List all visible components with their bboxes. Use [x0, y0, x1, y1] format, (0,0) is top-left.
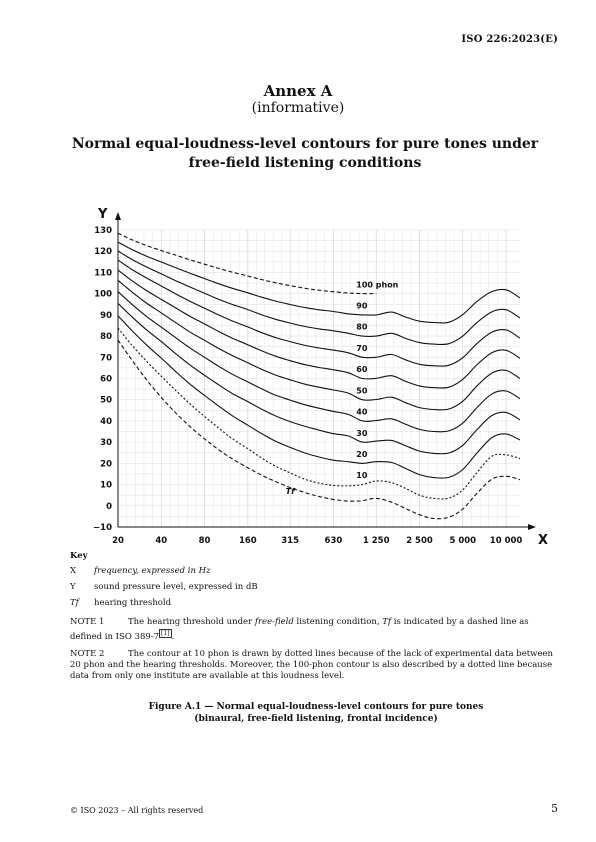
x-tick-label: 315 — [281, 536, 300, 546]
y-tick-label: 40 — [100, 416, 112, 427]
x-tick-label: 160 — [238, 536, 257, 546]
note-text: The contour at 10 phon is drawn by dotted lines because of the lack of experimental data between 20 phon and the hearing thresholds. Moreover, the 100-phon contour is also described by a dotted line because data from only one institute are available at this loudness level. — [70, 649, 553, 681]
note-text: The hearing threshold under — [128, 617, 255, 627]
x-tick-label: 20 — [112, 536, 124, 546]
y-axis-label: Y — [98, 207, 108, 222]
series-line-80 — [118, 251, 520, 345]
series-line-40 — [118, 292, 520, 432]
key-description: frequency, expressed in Hz — [94, 566, 211, 576]
series-line-100-phon — [118, 233, 376, 293]
note-text: is indicated by a dashed line as defined in ISO 389-7 — [70, 617, 529, 642]
figure-caption-line1: Figure A.1 — Normal equal-loudness-level contours for pure tones — [148, 702, 484, 712]
y-tick-label: 20 — [100, 459, 112, 470]
x-tick-label: 10 000 — [489, 536, 523, 546]
note-1 — [70, 617, 562, 643]
series-label-100-phon: 100 phon — [356, 280, 399, 290]
document-id: ISO 226:2023(E) — [461, 34, 558, 45]
chart-grid — [118, 230, 520, 527]
y-axis-arrow — [115, 212, 121, 220]
series-label-60: 60 — [356, 365, 368, 375]
series-line-90 — [118, 242, 520, 323]
y-tick-label: 30 — [100, 438, 112, 449]
series-line-10 — [118, 328, 520, 499]
x-tick-label: 1 250 — [362, 536, 390, 546]
series-label-80: 80 — [356, 322, 368, 332]
series-line-70 — [118, 260, 520, 366]
footer-copyright: © ISO 2023 – All rights reserved — [70, 806, 204, 815]
annex-title: Annex A — [263, 82, 333, 100]
key-symbol: Tf — [70, 598, 79, 608]
chart-series — [118, 233, 520, 518]
series-label-50: 50 — [356, 386, 368, 396]
y-tick-label: −10 — [93, 523, 112, 533]
page-title: Normal equal-loudness-level contours for pure tones under free-field listening conditions — [71, 136, 539, 171]
y-tick-label: 50 — [100, 395, 112, 406]
x-tick-label: 80 — [198, 536, 211, 546]
citation-link[interactable]: [1] — [161, 630, 170, 637]
x-axis-arrow — [528, 524, 536, 530]
x-tick-label: 5 000 — [449, 536, 477, 546]
figure-caption — [70, 701, 562, 725]
x-tick-label: 2 500 — [406, 536, 433, 546]
x-axis-label: X — [538, 533, 549, 548]
annex-subtitle: (informative) — [251, 100, 345, 116]
y-tick-label: 10 — [100, 480, 112, 491]
series-label-40: 40 — [356, 407, 368, 417]
series-line-50 — [118, 280, 520, 410]
y-tick-label: 120 — [94, 247, 112, 258]
key-item-tf — [70, 598, 171, 608]
key-symbol: X — [70, 566, 77, 576]
series-label-30: 30 — [356, 428, 368, 438]
y-tick-label: 70 — [100, 353, 112, 364]
key-item-x — [70, 566, 211, 576]
note-symbol: Tf — [382, 617, 392, 627]
y-tick-label: 130 — [94, 226, 112, 236]
y-tick-label: 100 — [94, 289, 112, 300]
series-label-70: 70 — [356, 343, 368, 353]
series-label-20: 20 — [356, 449, 368, 459]
y-tick-label: 0 — [106, 501, 112, 512]
note-tag: NOTE 1 — [70, 617, 105, 627]
x-tick-label: 40 — [155, 536, 168, 546]
figure-caption-line2: (binaural, free-field listening, frontal incidence) — [194, 714, 438, 724]
y-tick-label: 90 — [100, 310, 112, 321]
key-item-y — [70, 582, 258, 592]
y-tick-label: 110 — [94, 268, 112, 279]
y-tick-label: 60 — [100, 374, 112, 385]
key-symbol: Y — [70, 582, 76, 592]
key-description: hearing threshold — [94, 598, 172, 608]
note-text-italic: free-field — [254, 617, 294, 627]
y-tick-label: 80 — [100, 332, 112, 343]
note-text: listening condition, — [293, 617, 383, 627]
x-tick-label: 630 — [324, 536, 343, 546]
series-label-90: 90 — [356, 301, 368, 311]
equal-loudness-chart — [80, 200, 549, 550]
note-text: . — [171, 631, 175, 642]
key-description: sound pressure level, expressed in dB — [94, 582, 258, 592]
page-number: 5 — [551, 802, 558, 815]
series-label-10: 10 — [356, 471, 368, 481]
series-label-Tf: Tf — [285, 486, 295, 496]
note-tag: NOTE 2 — [70, 649, 105, 659]
note-2 — [70, 649, 562, 682]
key-title: Key — [70, 551, 88, 561]
